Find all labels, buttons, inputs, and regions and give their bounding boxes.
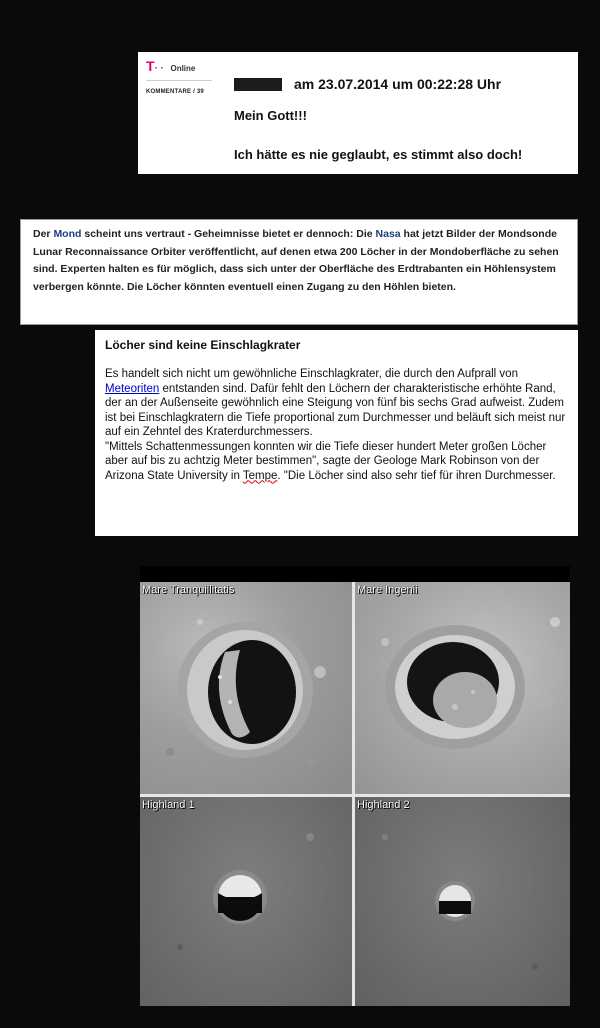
intro-text-part1: Der <box>33 228 54 240</box>
lunar-pit-image <box>355 582 570 794</box>
panel-label: Highland 2 <box>357 799 410 811</box>
moon-panel-highland-2 <box>355 797 570 1006</box>
brand-name: Online <box>170 64 196 73</box>
article-section-card <box>95 330 578 536</box>
moon-panel-highland-1 <box>140 797 352 1006</box>
t-online-logo[interactable] <box>146 58 218 76</box>
t-logo-icon: T <box>146 58 155 74</box>
link-nasa[interactable]: Nasa <box>375 228 401 240</box>
article-intro-text <box>33 226 569 296</box>
lunar-pit-image <box>140 797 352 1006</box>
comment-text-line2: Ich hätte es nie geglaubt, es stimmt also doch! <box>234 147 523 162</box>
body-text-part4: . "Die Löcher sind also sehr tief für ihren Durchmesser. <box>277 469 556 482</box>
lunar-pit-image <box>355 797 570 1006</box>
article-intro-card <box>20 219 578 325</box>
logo-divider <box>146 80 212 81</box>
panel-label: Highland 1 <box>142 799 195 811</box>
comments-count-label[interactable]: KOMMENTARE / 39 <box>146 89 204 95</box>
comment-timestamp: am 23.07.2014 um 00:22:28 Uhr <box>294 76 502 92</box>
image-top-border <box>140 566 570 582</box>
section-heading: Löcher sind keine Einschlagkrater <box>105 338 301 352</box>
link-mond[interactable]: Mond <box>53 228 82 240</box>
body-text-part2: entstanden sind. Dafür fehlt den Löchern der charakteristische erhöhte Rand, der an der Außenseite gewöhnlich eine Steigung von fünf bis sechs Grad aufweist. Zudem ist bei Einschlagkratern die Tiefe proportional zum Durchmesser und beläuft sich meist nur auf ein Zehntel des Kraterdurchmessers. <box>105 382 566 438</box>
moon-panel-mare-ingenii <box>355 582 570 794</box>
panel-label: Mare Ingenii <box>357 584 418 596</box>
comment-text-line1: Mein Gott!!! <box>234 108 307 123</box>
panel-label: Mare Tranquillitatis <box>142 584 235 596</box>
grid-divider-horizontal <box>140 794 570 797</box>
redacted-username <box>234 78 282 91</box>
intro-text-part2: scheint uns vertraut - Geheimnisse bietet er dennoch: Die <box>81 228 376 240</box>
body-text-part3: "Mittels Schattenmessungen konnten wir die Tiefe dieser hundert Meter großen Löcher aber auf bis zu achtzig Meter bestimmen", sagte der Geologe Mark Robinson von der Arizona State University in <box>105 440 547 482</box>
link-meteoriten[interactable]: Meteoriten <box>105 382 160 395</box>
moon-panel-mare-tranquillitatis <box>140 582 352 794</box>
lunar-pit-image <box>140 582 352 794</box>
body-text-part1: Es handelt sich nicht um gewöhnliche Einschlagkrater, die durch den Aufprall von <box>105 368 518 380</box>
comment-card <box>138 52 578 174</box>
t-logo-dots: · · <box>154 63 165 74</box>
section-body <box>105 367 571 483</box>
word-tempe: Tempe <box>242 469 278 482</box>
intro-text-part3: hat jetzt Bilder der Mondsonde Lunar Reconnaissance Orbiter veröffentlicht, auf denen etwa 200 Löcher in der Mondoberfläche zu sehen sind. Experten halten es für möglich, dass sich unter der Oberfläche des Erdtrabanten ein Höhlensystem verbergen könnte. Die Löcher könnten eventuell einen Zugang zu den Höhlen bieten. <box>33 228 559 293</box>
moon-pits-image-grid <box>140 566 570 1006</box>
